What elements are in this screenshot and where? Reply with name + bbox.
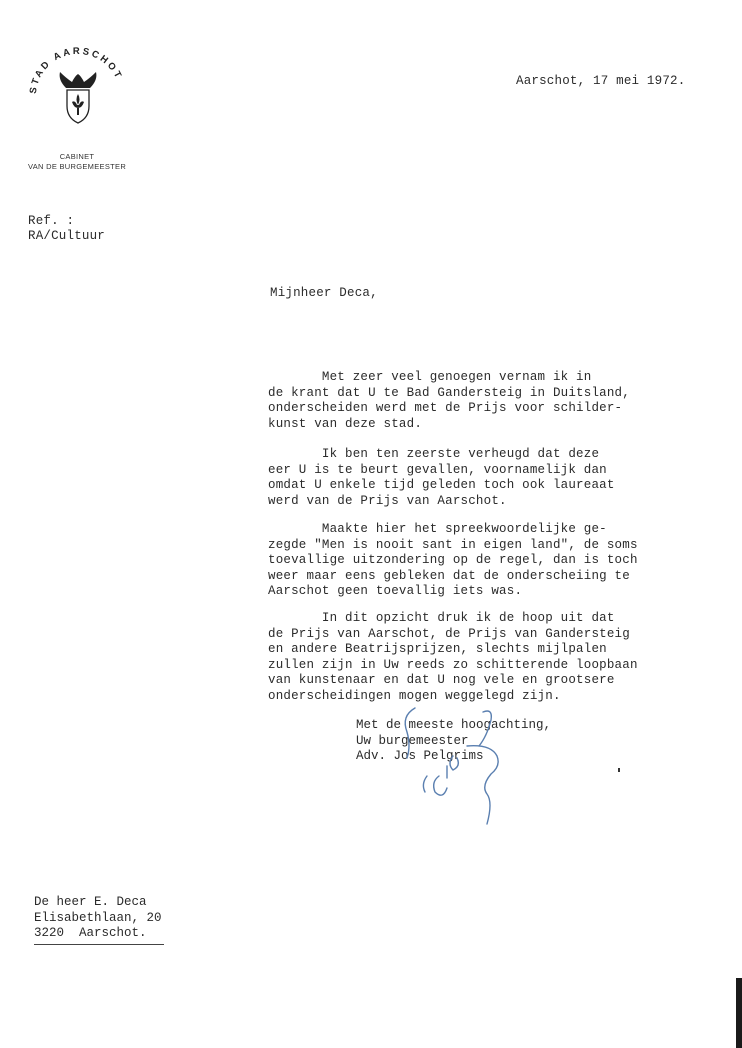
text-line: Maakte hier het spreekwoordelijke ge- <box>268 522 607 536</box>
text-line: kunst van deze stad. <box>268 416 423 431</box>
text-line: de krant dat U te Bad Gandersteig in Duitsland, <box>268 385 630 400</box>
recipient-city: 3220 Aarschot. <box>34 926 147 940</box>
recipient-name: De heer E. Deca <box>34 895 147 909</box>
reference-code: RA/Cultuur <box>28 229 106 243</box>
letter-date: Aarschot, 17 mei 1972. <box>516 74 686 88</box>
office-label: VAN DE BURGEMEESTER <box>27 162 127 171</box>
text-line: van kunstenaar en dat U nog vele en grootsere <box>268 673 615 688</box>
ink-speck <box>618 768 620 772</box>
closing-title: Uw burgemeester <box>356 733 469 748</box>
text-line: werd van de Prijs van Aarschot. <box>268 493 507 508</box>
text-line: eer U is te beurt gevallen, voornamelijk dan <box>268 462 607 477</box>
closing-greeting: Met de meeste hoogachting, <box>356 718 552 732</box>
reference-label: Ref. : <box>28 214 75 228</box>
address-underline <box>34 944 164 945</box>
text-line: zullen zijn in Uw reeds zo schitterende loopbaan <box>268 657 638 672</box>
recipient-address <box>34 895 162 942</box>
body-paragraph-1 <box>268 370 630 432</box>
text-line: en andere Beatrijsprijzen, slechts mijlpalen <box>268 642 607 657</box>
closing-name: Adv. Jos Pelgrims <box>356 749 484 763</box>
seal-text: STAD AARSCHOT <box>27 45 125 95</box>
body-paragraph-4 <box>268 611 638 705</box>
text-line: Aarschot geen toevallig iets was. <box>268 584 523 599</box>
text-line: zegde "Men is nooit sant in eigen land", de soms <box>268 537 638 552</box>
cabinet-label: CABINET <box>59 152 95 161</box>
text-line: weer maar eens gebleken dat de onderscheiing te <box>268 568 630 583</box>
text-line: omdat U enkele tijd geleden toch ook laureaat <box>268 478 615 493</box>
handwritten-signature <box>395 706 545 836</box>
text-line: onderscheidingen mogen weggelegd zijn. <box>268 688 561 703</box>
body-paragraph-3 <box>268 522 638 600</box>
text-line: de Prijs van Aarschot, de Prijs van Gandersteig <box>268 626 630 641</box>
text-line: In dit opzicht druk ik de hoop uit dat <box>268 611 615 625</box>
text-line: Met zeer veel genoegen vernam ik in <box>268 370 592 384</box>
recipient-street: Elisabethlaan, 20 <box>34 910 162 925</box>
text-line: onderscheiden werd met de Prijs voor schilder- <box>268 401 623 416</box>
salutation: Mijnheer Deca, <box>270 286 378 300</box>
scan-edge-mark <box>736 978 742 1048</box>
body-paragraph-2 <box>268 447 615 509</box>
text-line: Ik ben ten zeerste verheugd dat deze <box>268 447 600 461</box>
city-seal-logo <box>22 44 132 134</box>
text-line: toevallige uitzondering op de regel, dan is toch <box>268 553 638 568</box>
